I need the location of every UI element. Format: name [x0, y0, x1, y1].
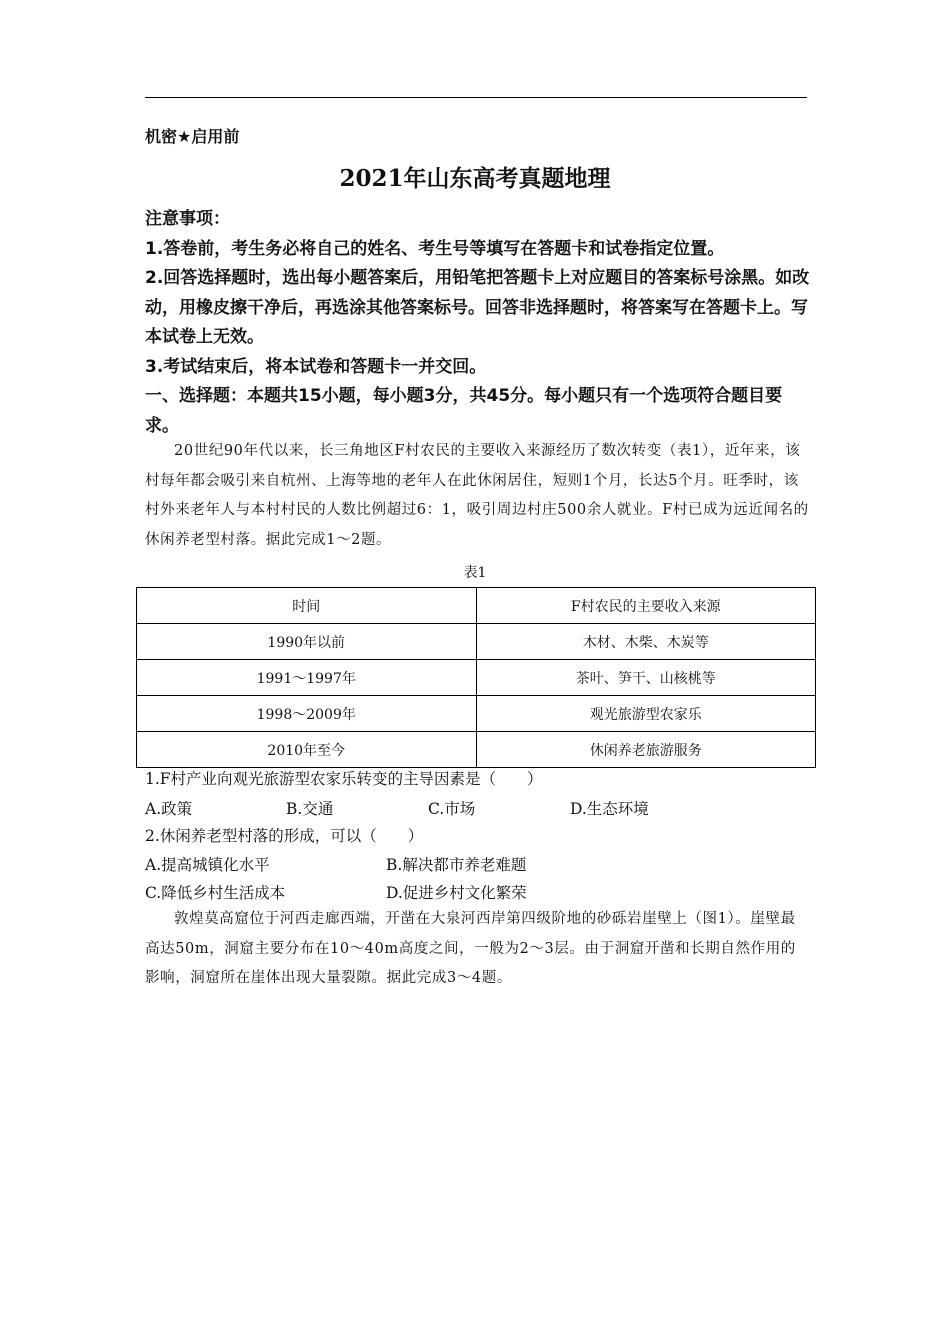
table-header-time: 时间	[137, 588, 477, 624]
table-cell-time: 1998～2009年	[137, 696, 477, 732]
q1-option-b: B.交通	[286, 800, 334, 818]
table-cell-time: 1991～1997年	[137, 660, 477, 696]
q2-option-c: C.降低乡村生活成本	[145, 884, 286, 902]
table-cell-source: 休闲养老旅游服务	[476, 732, 816, 768]
q2-option-b: B.解决都市养老难题	[386, 856, 527, 874]
table-row	[137, 624, 816, 660]
table-row	[137, 660, 816, 696]
table-caption: 表1	[463, 565, 487, 581]
table-header-row	[137, 588, 816, 624]
passage-village: 20世纪90年代以来，长三角地区F村农民的主要收入来源经历了数次转变（表1），近年来，该村每年都会吸引来自杭州、上海等地的老年人在此休闲居住，短则1个月，长达5个月。旺季时，该村外来老年人与本村村民的人数比例超过6：1，吸引周边村庄500余人就业。F村已成为远近闻名的休闲养老型村落。据此完成1～2题。	[145, 443, 809, 548]
q1-option-d: D.生态环境	[570, 800, 649, 818]
table-header-source: F村农民的主要收入来源	[476, 588, 816, 624]
q2-option-d: D.促进乡村文化繁荣	[386, 884, 527, 902]
note-item-1: 1.答卷前，考生务必将自己的姓名、考生号等填写在答题卡和试卷指定位置。	[145, 238, 725, 259]
table-cell-source: 观光旅游型农家乐	[476, 696, 816, 732]
table-cell-source: 木材、木柴、木炭等	[476, 624, 816, 660]
notes-heading: 注意事项：	[145, 209, 230, 229]
income-source-table	[136, 587, 816, 768]
section-heading: 一、选择题：本题共15小题，每小题3分，共45分。每小题只有一个选项符合题目要求。	[145, 386, 783, 436]
top-rule	[145, 97, 807, 98]
table-cell-time: 2010年至今	[137, 732, 477, 768]
q1-option-c: C.市场	[428, 800, 476, 818]
note-item-2: 2.回答选择题时，选出每小题答案后，用铅笔把答题卡上对应题目的答案标号涂黑。如改动，用橡皮擦干净后，再选涂其他答案标号。回答非选择题时，将答案写在答题卡上。写本试卷上无效。	[145, 268, 810, 347]
table-row	[137, 732, 816, 768]
page-title: 2021年山东高考真题地理	[339, 165, 611, 192]
table-cell-time: 1990年以前	[137, 624, 477, 660]
q2-option-a: A.提高城镇化水平	[145, 856, 270, 874]
question-2-stem: 2.休闲养老型村落的形成，可以（ ）	[145, 827, 424, 845]
note-item-3: 3.考试结束后，将本试卷和答题卡一并交回。	[145, 356, 487, 377]
q1-option-a: A.政策	[145, 800, 193, 818]
question-1-stem: 1.F村产业向观光旅游型农家乐转变的主导因素是（ ）	[145, 770, 543, 788]
table-cell-source: 茶叶、笋干、山核桃等	[476, 660, 816, 696]
exam-notes	[145, 205, 810, 441]
passage-mogao: 敦煌莫高窟位于河西走廊西端，开凿在大泉河西岸第四级阶地的砂砾岩崖壁上（图1）。崖壁最高达50m，洞窟主要分布在10～40m高度之间，一般为2～3层。由于洞窟开凿和长期自然作用的影响，洞窟所在崖体出现大量裂隙。据此完成3～4题。	[145, 911, 796, 986]
secret-mark: 机密★启用前	[145, 127, 240, 146]
table-row	[137, 696, 816, 732]
